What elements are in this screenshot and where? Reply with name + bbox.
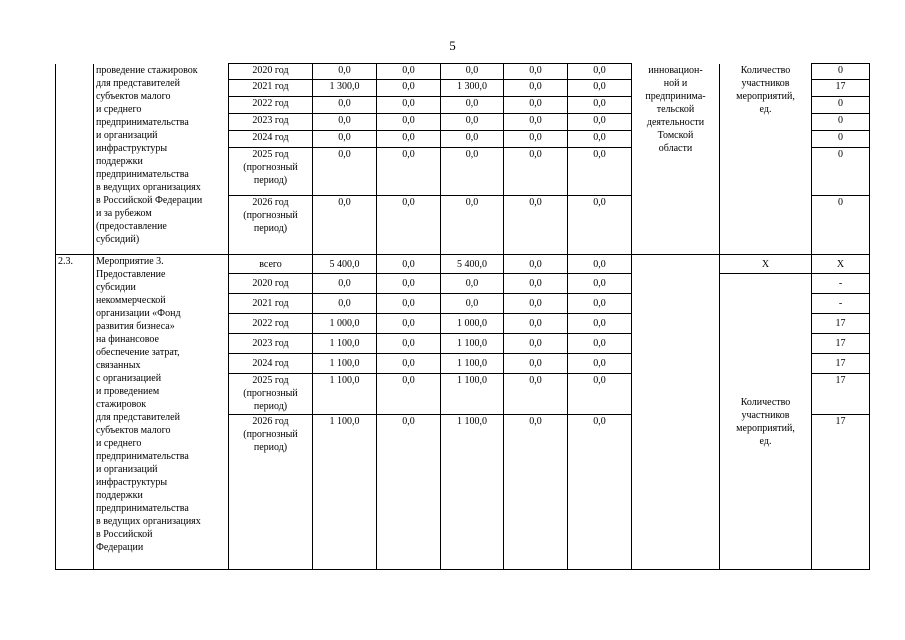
indicator-value: 0 xyxy=(812,114,870,131)
indicator-value: Х xyxy=(812,255,870,274)
value-cell: 0,0 xyxy=(441,148,504,196)
value-cell: 0,0 xyxy=(377,64,441,80)
value-cell: 0,0 xyxy=(504,80,568,97)
indicator-value: 0 xyxy=(812,97,870,114)
value-cell: 0,0 xyxy=(504,196,568,255)
value-cell: 0,0 xyxy=(568,274,632,294)
value-cell: 1 100,0 xyxy=(441,354,504,374)
measure-description: Мероприятие 3. Предоставление субсидии некоммерческой организации «Фонд развития бизнеса» на финансовое обеспечение затрат, связанных с организацией и проведением стажировок для представителей субъектов малого и среднего предпринимательства и организаций инфраструктуры поддержки предпринимательства в ведущих организациях в Российской Федерации xyxy=(94,255,229,570)
table-row xyxy=(56,255,870,274)
value-cell: 0,0 xyxy=(504,294,568,314)
value-cell: 0,0 xyxy=(441,114,504,131)
indicator-value: 17 xyxy=(812,314,870,334)
value-cell: 0,0 xyxy=(441,196,504,255)
value-cell: 1 100,0 xyxy=(313,415,377,570)
value-cell: 0,0 xyxy=(568,114,632,131)
year-cell: 2020 год xyxy=(229,64,313,80)
year-cell: 2025 год (прогнозный период) xyxy=(229,374,313,415)
value-cell: 0,0 xyxy=(568,97,632,114)
page-number: 5 xyxy=(449,38,456,53)
value-cell: 0,0 xyxy=(504,97,568,114)
year-cell: 2022 год xyxy=(229,314,313,334)
value-cell: 0,0 xyxy=(377,131,441,148)
year-cell: 2023 год xyxy=(229,334,313,354)
value-cell: 0,0 xyxy=(568,131,632,148)
value-cell: 0,0 xyxy=(568,196,632,255)
executor-cell xyxy=(632,255,720,570)
value-cell: 0,0 xyxy=(377,97,441,114)
indicator-value: 0 xyxy=(812,131,870,148)
value-cell: 0,0 xyxy=(504,415,568,570)
value-cell: 0,0 xyxy=(377,354,441,374)
value-cell: 0,0 xyxy=(313,274,377,294)
year-cell: 2022 год xyxy=(229,97,313,114)
value-cell: 0,0 xyxy=(377,415,441,570)
value-cell: 1 100,0 xyxy=(441,334,504,354)
value-cell: 0,0 xyxy=(313,114,377,131)
value-cell: 0,0 xyxy=(504,255,568,274)
value-cell: 0,0 xyxy=(377,114,441,131)
value-cell: 0,0 xyxy=(568,255,632,274)
value-cell: 0,0 xyxy=(504,148,568,196)
value-cell: 0,0 xyxy=(504,314,568,334)
value-cell: 0,0 xyxy=(377,374,441,415)
year-cell: 2021 год xyxy=(229,80,313,97)
indicator-value: 17 xyxy=(812,80,870,97)
year-cell: 2026 год (прогнозный период) xyxy=(229,415,313,570)
value-cell: 0,0 xyxy=(441,64,504,80)
value-cell: 0,0 xyxy=(313,196,377,255)
value-cell: 0,0 xyxy=(568,354,632,374)
value-cell: 0,0 xyxy=(377,255,441,274)
value-cell: 0,0 xyxy=(377,274,441,294)
value-cell: 5 400,0 xyxy=(313,255,377,274)
year-cell: 2023 год xyxy=(229,114,313,131)
value-cell: 0,0 xyxy=(377,314,441,334)
value-cell: 1 100,0 xyxy=(441,374,504,415)
value-cell: 0,0 xyxy=(568,148,632,196)
value-cell: 0,0 xyxy=(568,80,632,97)
value-cell: 1 100,0 xyxy=(313,354,377,374)
indicator-value: 0 xyxy=(812,196,870,255)
indicator-value: 17 xyxy=(812,415,870,570)
value-cell: 0,0 xyxy=(568,64,632,80)
year-cell: 2020 год xyxy=(229,274,313,294)
value-cell: 0,0 xyxy=(568,415,632,570)
value-cell: 0,0 xyxy=(441,274,504,294)
indicator-value: 17 xyxy=(812,354,870,374)
number-cell: 2.3. xyxy=(56,255,94,570)
table-row xyxy=(56,64,870,80)
value-cell: 1 000,0 xyxy=(441,314,504,334)
value-cell: 0,0 xyxy=(568,334,632,354)
value-cell: 0,0 xyxy=(568,374,632,415)
year-cell: 2026 год (прогнозный период) xyxy=(229,196,313,255)
year-cell: 2021 год xyxy=(229,294,313,314)
value-cell: 0,0 xyxy=(377,334,441,354)
year-cell: всего xyxy=(229,255,313,274)
value-cell: 0,0 xyxy=(377,294,441,314)
program-table xyxy=(55,63,870,570)
year-cell: 2024 год xyxy=(229,131,313,148)
value-cell: 0,0 xyxy=(504,354,568,374)
value-cell: 0,0 xyxy=(504,131,568,148)
value-cell: 0,0 xyxy=(504,114,568,131)
value-cell: 0,0 xyxy=(504,334,568,354)
value-cell: 0,0 xyxy=(313,97,377,114)
value-cell: 0,0 xyxy=(441,294,504,314)
value-cell: 1 100,0 xyxy=(313,334,377,354)
indicator-name: Количество участников мероприятий, ед. xyxy=(720,64,812,255)
indicator-value: 17 xyxy=(812,334,870,354)
indicator-name-total: Х xyxy=(720,255,812,274)
number-cell xyxy=(56,64,94,255)
value-cell: 0,0 xyxy=(504,274,568,294)
value-cell: 0,0 xyxy=(441,97,504,114)
measure-description: проведение стажировок для представителей субъектов малого и среднего предпринимательства и организаций инфраструктуры поддержки предпринимательства в ведущих организациях в Российской Федерации и за рубежом (предоставление субсидий) xyxy=(94,64,229,255)
value-cell: 0,0 xyxy=(441,131,504,148)
year-cell: 2024 год xyxy=(229,354,313,374)
value-cell: 0,0 xyxy=(504,374,568,415)
value-cell: 1 100,0 xyxy=(313,374,377,415)
indicator-value: 17 xyxy=(812,374,870,415)
value-cell: 0,0 xyxy=(568,314,632,334)
value-cell: 0,0 xyxy=(377,80,441,97)
indicator-name: Количество участников мероприятий, ед. xyxy=(720,274,812,570)
value-cell: 0,0 xyxy=(313,148,377,196)
executor-cell: инновацион- ной и предпринима- тельской деятельности Томской области xyxy=(632,64,720,255)
value-cell: 0,0 xyxy=(313,64,377,80)
indicator-value: 0 xyxy=(812,148,870,196)
indicator-value: - xyxy=(812,274,870,294)
value-cell: 5 400,0 xyxy=(441,255,504,274)
value-cell: 1 100,0 xyxy=(441,415,504,570)
year-cell: 2025 год (прогнозный период) xyxy=(229,148,313,196)
value-cell: 0,0 xyxy=(377,196,441,255)
value-cell: 0,0 xyxy=(568,294,632,314)
value-cell: 1 000,0 xyxy=(313,314,377,334)
value-cell: 0,0 xyxy=(377,148,441,196)
value-cell: 1 300,0 xyxy=(313,80,377,97)
indicator-value: 0 xyxy=(812,64,870,80)
value-cell: 0,0 xyxy=(313,294,377,314)
value-cell: 0,0 xyxy=(504,64,568,80)
indicator-value: - xyxy=(812,294,870,314)
value-cell: 0,0 xyxy=(313,131,377,148)
value-cell: 1 300,0 xyxy=(441,80,504,97)
